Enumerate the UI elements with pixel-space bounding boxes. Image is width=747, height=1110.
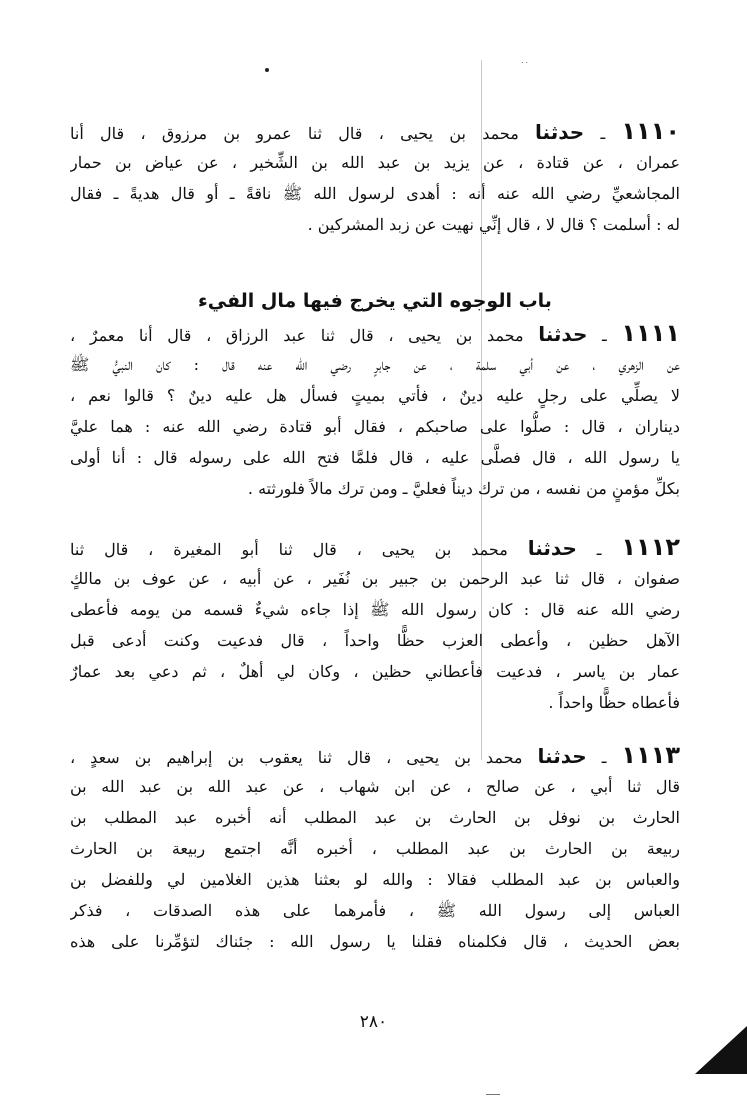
hadith-first-line: ١١١١ ـ حدثنا محمد بن يحيى ، قال ثنا عبد الرزاق ، قال أنا معمرٌ ، bbox=[70, 319, 680, 347]
hadith-line: له : أسلمت ؟ قال لا ، قال إنِّي نهيت عن زبد المشركين . bbox=[307, 215, 680, 234]
hadith-line: يا رسول الله ، قال فصلَّى عليه ، قال فلمَّا فتح الله على رسوله قال : أنا أولى bbox=[70, 448, 680, 467]
hadith-number: ١١١١ bbox=[621, 319, 680, 347]
hadith-line-text: محمد بن يحيى ، قال ثنا عمرو بن مرزوق ، قال أنا bbox=[70, 124, 519, 143]
hadith-number: ١١١٠ bbox=[621, 117, 680, 145]
haddathana-word: حدثنا bbox=[537, 744, 587, 768]
top-dot-mark bbox=[265, 68, 269, 72]
hadith-number: ١١١٢ bbox=[621, 533, 680, 561]
haddathana-word: حدثنا bbox=[538, 322, 588, 346]
haddathana-word: حدثنا bbox=[535, 120, 585, 144]
hadith-line: عمران ، عن قتادة ، عن يزيد بن عبد الله بن الشِّخير ، عن عياض بن حمار bbox=[70, 153, 680, 172]
haddathana-word: حدثنا bbox=[527, 536, 577, 560]
hadith-line: فأعطاه حظًّا واحداً . bbox=[548, 693, 680, 712]
hadith-line: بكلِّ مؤمنٍ من نفسه ، من ترك ديناً فعليَّ ـ ومن ترك مالاً فلورثته . bbox=[247, 479, 680, 498]
hadith-first-line: ١١١٢ ـ حدثنا محمد بن يحيى ، قال ثنا أبو المغيرة ، قال ثنا bbox=[70, 533, 680, 561]
hadith-line: الحارث بن نوفل بن الحارث بن عبد المطلب أنه أخبره عبد المطلب بن bbox=[70, 808, 680, 827]
top-scan-mark: ˙˙ bbox=[520, 62, 529, 72]
hadith-line: رضي الله عنه قال : كان رسول الله ﷺ إذا جاءه شيءٌ قسمه من يومه فأعطى bbox=[70, 600, 680, 619]
hadith-line: ديناران ، قال : صلُّوا على صاحبكم ، فقال أبو قتادة رضي الله عنه : هما عليَّ bbox=[70, 417, 680, 436]
hadith-1112 bbox=[70, 532, 680, 718]
hadith-line: لا يصلِّي على رجلٍ عليه دينٌ ، فأتي بميتٍ فسأل هل عليه دينٌ ؟ قالوا نعم ، bbox=[70, 386, 680, 405]
page-number: ٢٨٠ bbox=[359, 1012, 388, 1032]
hadith-1111 bbox=[70, 318, 680, 504]
hadith-line: والعباس بن عبد المطلب فقالا : والله لو بعثنا هذين الغلامين لي وللفضل بن bbox=[70, 870, 680, 889]
hadith-number: ١١١٣ bbox=[621, 741, 680, 769]
hadith-line: العباس إلى رسول الله ﷺ ، فأمرهما على هذه الصدقات ، فذكر bbox=[70, 901, 680, 920]
hadith-line-text: محمد بن يحيى ، قال ثنا عبد الرزاق ، قال أنا معمرٌ ، bbox=[70, 326, 524, 345]
corner-scan-shadow bbox=[695, 1026, 747, 1074]
hadith-first-line: ١١١٣ ـ حدثنا محمد بن يحيى ، قال ثنا يعقوب بن إبراهيم بن سعدٍ ، bbox=[70, 741, 680, 769]
hadith-line: بعض الحديث ، قال فكلمناه فقلنا يا رسول الله : جئناك لتؤمِّرنا على هذه bbox=[70, 932, 680, 951]
hadith-line-text: محمد بن يحيى ، قال ثنا أبو المغيرة ، قال ثنا bbox=[70, 540, 508, 559]
hadith-line: صفوان ، قال ثنا عبد الرحمن بن جبير بن نُفَير ، عن أبيه ، عن عوف بن مالكٍ bbox=[70, 569, 680, 588]
hadith-line: المجاشعيِّ رضي الله عنه أنه : أهدى لرسول الله ﷺ ناقةً ـ أو قال هديةً ـ فقال bbox=[70, 184, 680, 203]
hadith-line: قال ثنا أبي ، عن صالح ، عن ابن شهاب ، عن عبد الله بن عبد الله بن bbox=[70, 777, 680, 796]
hadith-line-text: محمد بن يحيى ، قال ثنا يعقوب بن إبراهيم بن سعدٍ ، bbox=[70, 748, 523, 767]
hadith-1110 bbox=[70, 116, 680, 240]
hadith-1113 bbox=[70, 740, 680, 957]
bottom-scan-tick bbox=[486, 1094, 500, 1095]
hadith-line: ربيعة بن الحارث بن عبد المطلب ، أخبره أنَّه اجتمع ربيعة بن الحارث bbox=[70, 839, 680, 858]
hadith-line: عمار بن ياسر ، فدعيت فأعطاني حظين ، وكان لي أهلٌ ، ثم دعي بعد عمارٌ bbox=[70, 662, 680, 681]
hadith-first-line: ١١١٠ ـ حدثنا محمد بن يحيى ، قال ثنا عمرو بن مرزوق ، قال أنا bbox=[70, 117, 680, 145]
chapter-title: باب الوجوه التي يخرج فيها مال الفيء bbox=[198, 290, 552, 312]
hadith-line: الآهل حظين ، وأعطى العزب حظًّا واحداً ، قال فدعيت وكنت أدعى قبل bbox=[70, 631, 680, 650]
hadith-line: عن الزهري ، عن أبي سلمة ، عن جابرٍ رضي الله عنه قال : كان النبيُّ ﷺ bbox=[70, 355, 680, 374]
